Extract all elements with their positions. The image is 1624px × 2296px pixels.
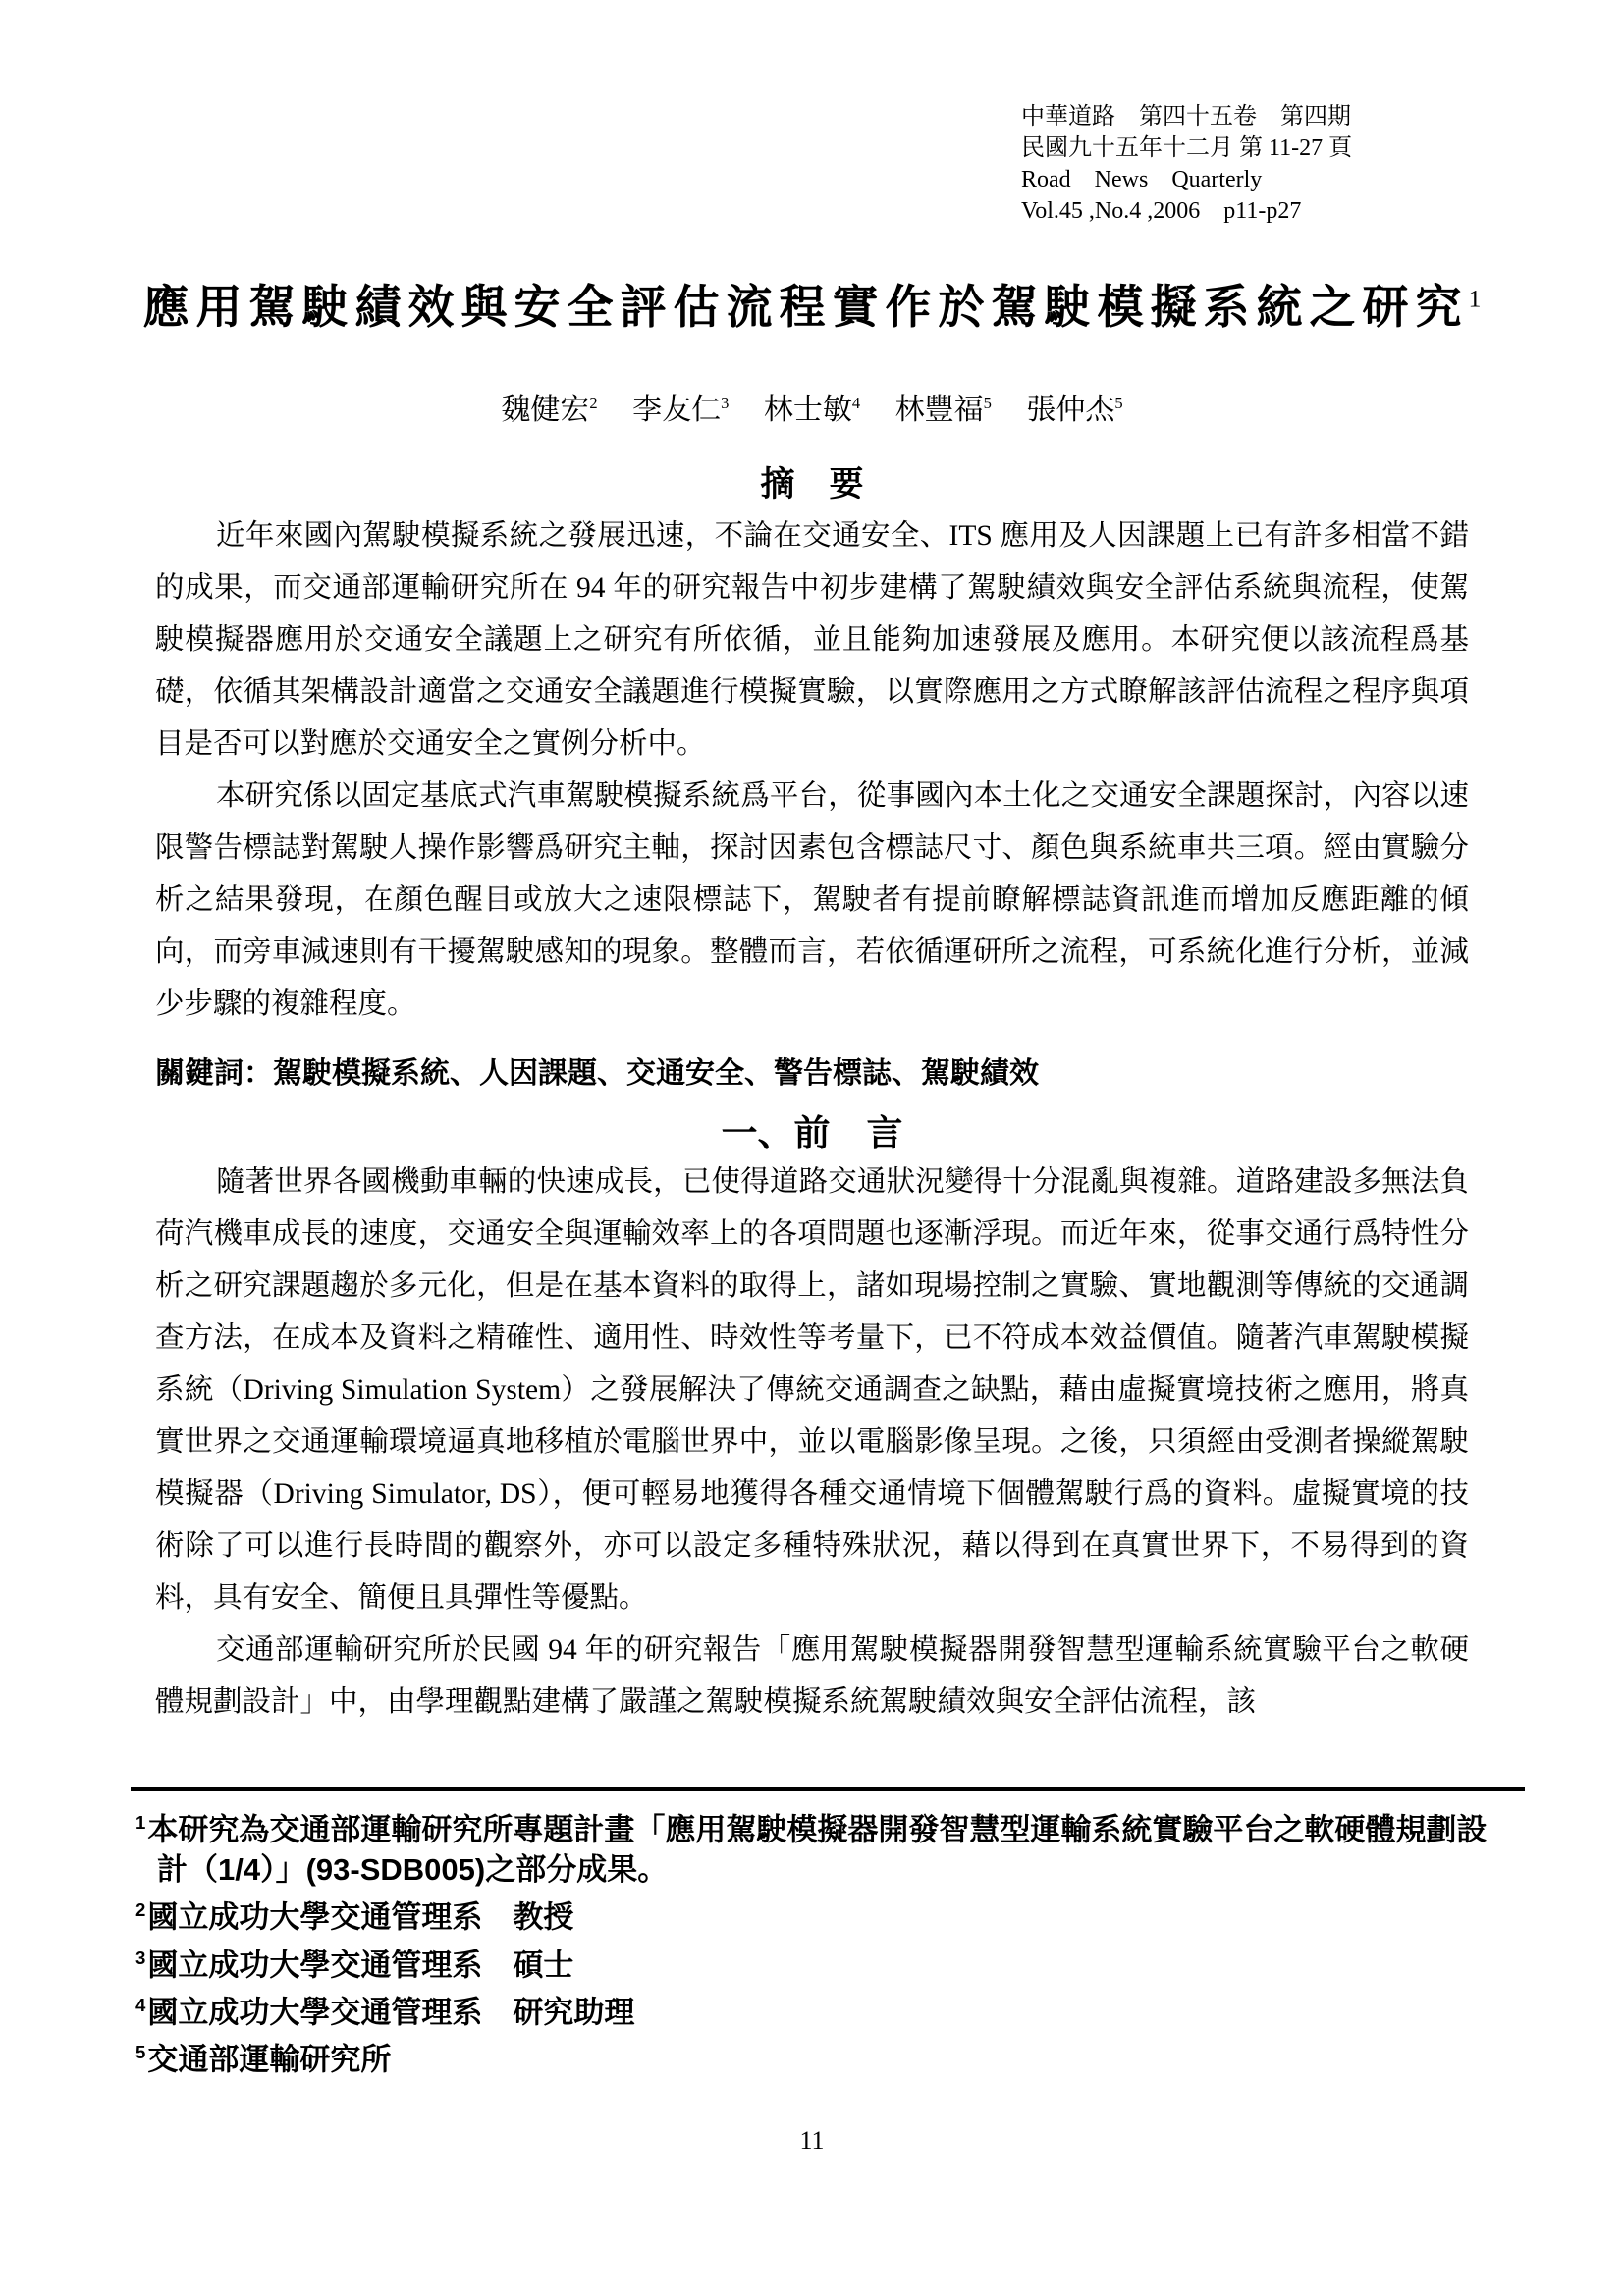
introduction-body xyxy=(155,1156,1469,1729)
author-name: 魏健宏 xyxy=(501,394,590,426)
author xyxy=(895,385,992,428)
page-number: 11 xyxy=(799,2126,825,2155)
footnote xyxy=(135,1802,1500,1890)
abstract-paragraph: 近年來國內駕駛模擬系統之發展迅速，不論在交通安全、ITS 應用及人因課題上已有許多相當不錯的成果，而交通部運輸研究所在 94 年的研究報告中初步建構了駕駛績效與安全評估系統與流程，使駕駛模擬器應用於交通安全議題上之研究有所依循，並且能夠加速發展及應用。本研究便以該流程爲基礎，依循其架構設計適當之交通安全議題進行模擬實驗，以實際應用之方式瞭解該評估流程之程序與項目是否可以對應於交通安全之實例分析中。 xyxy=(155,520,1469,760)
journal-header xyxy=(1021,101,1352,227)
author-name: 李友仁 xyxy=(632,394,722,426)
footnote-ref: 5 xyxy=(135,2042,146,2063)
footnote-text: 國立成功大學交通管理系 研究助理 xyxy=(147,1995,635,2030)
author-footnote-ref: 3 xyxy=(721,394,730,412)
footnote xyxy=(135,1985,1500,2032)
journal-volume-english: Vol.45 ,No.4 ,2006 p11-p27 xyxy=(1021,198,1302,224)
journal-name-volume: 中華道路 第四十五卷 第四期 xyxy=(1021,104,1351,130)
footnote-text: 本研究為交通部運輸研究所專題計畫「應用駕駛模擬器開發智慧型運輸系統實驗平台之軟硬體規劃設計（1/4）」(93-SDB005)之部分成果。 xyxy=(147,1812,1488,1888)
title-footnote-ref: 1 xyxy=(1468,284,1482,313)
abstract-body xyxy=(155,510,1469,1031)
footnote-ref: 2 xyxy=(135,1899,146,1921)
footnote xyxy=(135,1890,1500,1937)
author-list xyxy=(0,385,1624,428)
footnote-ref: 4 xyxy=(135,1994,146,2015)
footnote-text: 交通部運輸研究所 xyxy=(147,2042,392,2077)
footnote-separator-rule xyxy=(131,1787,1525,1791)
footnote xyxy=(135,2032,1500,2079)
footnote-text: 國立成功大學交通管理系 碩士 xyxy=(147,1947,574,1982)
footnote xyxy=(135,1938,1500,1985)
keywords-line: 關鍵詞：駕駛模擬系統、人因課題、交通安全、警告標誌、駕駛績效 xyxy=(155,1057,1039,1090)
introduction-paragraph: 隨著世界各國機動車輛的快速成長，已使得道路交通狀況變得十分混亂與複雜。道路建設多無法負荷汽機車成長的速度，交通安全與運輸效率上的各項問題也逐漸浮現。而近年來，從事交通行爲特性分析之研究課題趨於多元化，但是在基本資料的取得上，諸如現場控制之實驗、實地觀測等傳統的交通調查方法，在成本及資料之精確性、適用性、時效性等考量下，已不符成本效益價值。隨著汽車駕駛模擬系統（Driving Simulation System）之發展解決了傳統交通調查之缺點，藉由虛擬實境技術之應用，將真實世界之交通運輸環境逼真地移植於電腦世界中，並以電腦影像呈現。之後，只須經由受測者操縱駕駛模擬器（Driving Simulator, DS），便可輕易地獲得各種交通情境下個體駕駛行爲的資料。虛擬實境的技術除了可以進行長時間的觀察外，亦可以設定多種特殊狀況，藉以得到在真實世界下，不易得到的資料，具有安全、簡便且具彈性等優點。 xyxy=(155,1166,1469,1614)
journal-name-english: Road News Quarterly xyxy=(1021,167,1263,192)
section-heading-introduction: 一、前 言 xyxy=(721,1113,903,1153)
author-name: 林豐福 xyxy=(894,394,984,426)
author-footnote-ref: 2 xyxy=(589,394,598,412)
author-footnote-ref: 5 xyxy=(983,394,992,412)
footnote-ref: 1 xyxy=(135,1812,146,1833)
footnote-text: 國立成功大學交通管理系 教授 xyxy=(147,1899,574,1935)
author-name: 林士敏 xyxy=(763,394,852,426)
author xyxy=(1026,385,1122,428)
author xyxy=(501,385,597,428)
abstract-paragraph: 本研究係以固定基底式汽車駕駛模擬系統爲平台，從事國內本土化之交通安全課題探討，內容以速限警告標誌對駕駛人操作影響爲研究主軸，探討因素包含標誌尺寸、顏色與系統車共三項。經由實驗分析之結果發現，在顏色醒目或放大之速限標誌下，駕駛者有提前瞭解標誌資訊進而增加反應距離的傾向，而旁車減速則有干擾駕駛感知的現象。整體而言，若依循運研所之流程，可系統化進行分析，並減少步驟的複雜程度。 xyxy=(155,780,1469,1020)
author-name: 張仲杰 xyxy=(1026,394,1115,426)
introduction-paragraph: 交通部運輸研究所於民國 94 年的研究報告「應用駕駛模擬器開發智慧型運輸系統實驗平台之軟硬體規劃設計」中，由學理觀點建構了嚴謹之駕駛模擬系統駕駛績效與安全評估流程，該 xyxy=(155,1634,1469,1718)
author-footnote-ref: 4 xyxy=(851,394,861,412)
author xyxy=(632,385,729,428)
abstract-heading: 摘 要 xyxy=(760,465,864,504)
footnote-list xyxy=(135,1802,1500,2080)
author xyxy=(764,385,860,428)
paper-title xyxy=(0,271,1624,337)
author-footnote-ref: 5 xyxy=(1114,394,1123,412)
paper-title-text: 應用駕駛績效與安全評估流程實作於駕駛模擬系統之研究 xyxy=(142,283,1469,334)
journal-date-pages: 民國九十五年十二月 第 11-27 頁 xyxy=(1021,135,1353,161)
footnote-ref: 3 xyxy=(135,1947,146,1968)
